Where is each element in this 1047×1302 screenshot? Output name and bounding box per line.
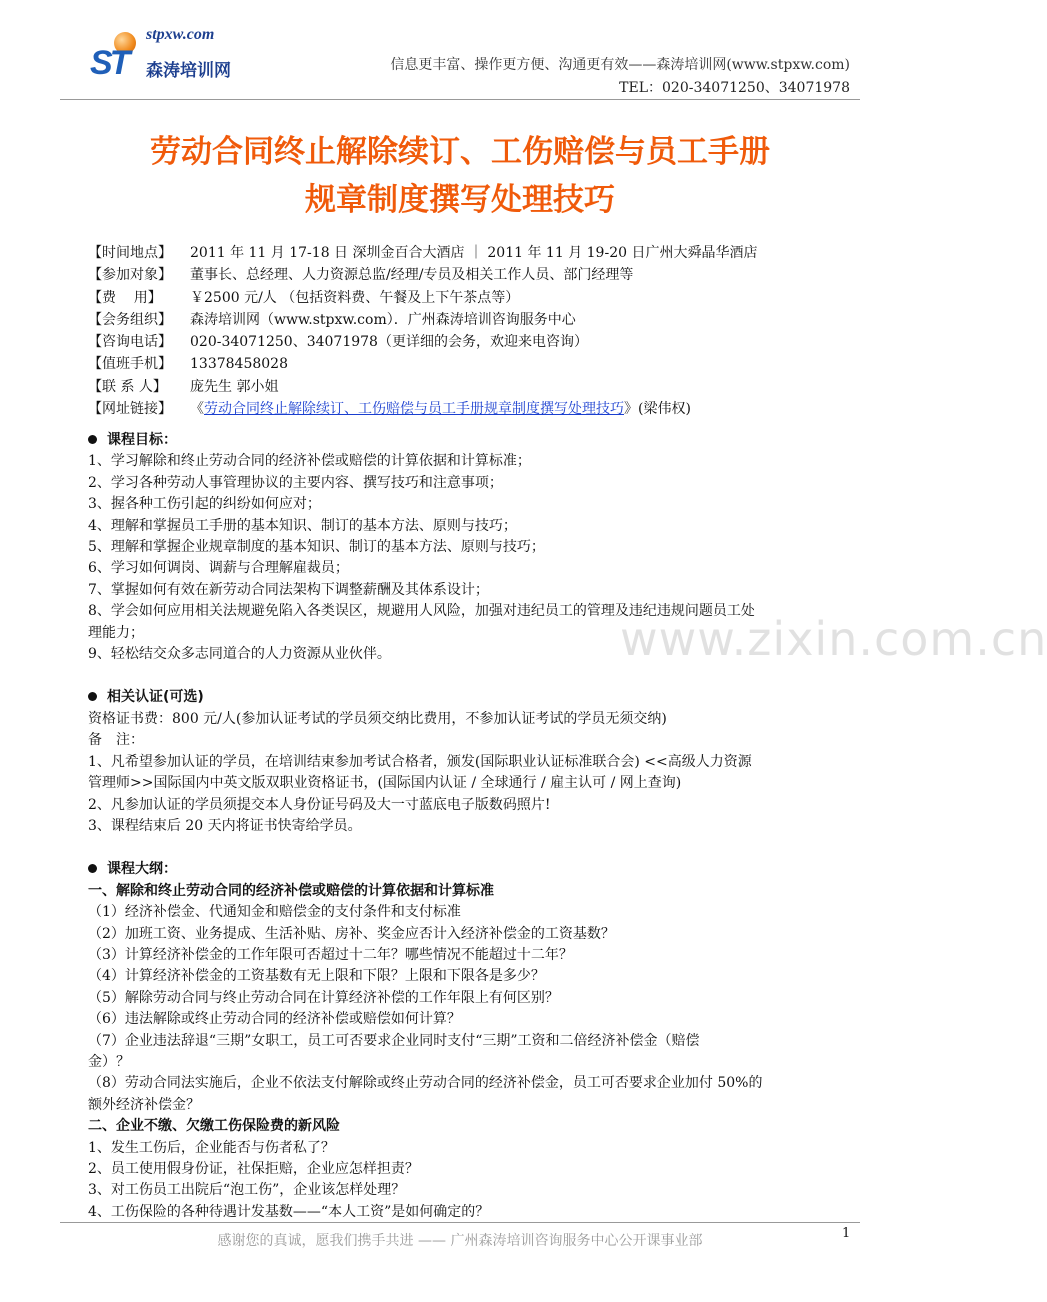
cert-line: 管理师>>国际国内中英文版双职业资格证书，(国际国内认证 / 全球通行 / 雇主认可 / 网上查询) [88, 775, 682, 792]
link-prefix: 《 [190, 401, 204, 418]
goals-heading [88, 430, 854, 451]
bullet-icon [88, 692, 97, 701]
info-row-link [88, 398, 868, 420]
cert-line: 备 注： [88, 732, 144, 749]
outline-item: （1）经济补偿金、代通知金和赔偿金的支付条件和支付标准 [88, 904, 461, 921]
header-divider [60, 99, 860, 100]
goal-item: 4、理解和掌握员工手册的基本知识、制订的基本方法、原则与技巧； [88, 517, 517, 534]
watermark: www.zixin.com.cn [620, 612, 1047, 666]
footer-text: 感谢您的真诚，愿我们携手共进 —— 广州森涛培训咨询服务中心公开课事业部 [217, 1233, 703, 1249]
info-label: 【参加对象】 [88, 267, 172, 284]
outline-item: （3）计算经济补偿金的工作年限可否超过十二年？哪些情况不能超过十二年？ [88, 946, 573, 963]
info-value [190, 398, 691, 420]
cert-heading-text: 相关认证(可选) [107, 689, 204, 706]
cert-heading [88, 687, 854, 708]
outline-item: 2、员工使用假身份证，社保拒赔，企业应怎样担责？ [88, 1161, 419, 1177]
info-value: ￥2500 元/人 （包括资料费、午餐及上下午茶点等） [190, 289, 520, 306]
info-label: 【咨询电话】 [88, 334, 172, 351]
info-value: 13378458028 [190, 356, 288, 373]
info-row-mobile [88, 353, 868, 375]
course-body [88, 430, 854, 1223]
cert-line: 1、凡希望参加认证的学员，在培训结束参加考试合格者，颁发(国际职业认证标准联合会) <<高级人力资源 [88, 753, 752, 770]
goal-item: 3、握各种工伤引起的纠纷如何应对； [88, 496, 321, 513]
info-value: 森涛培训网（www.stpxw.com）．广州森涛培训咨询服务中心 [190, 311, 576, 328]
page-title [60, 128, 860, 224]
link-suffix: 》(梁伟权) [624, 401, 691, 418]
goal-item: 7、掌握如何有效在新劳动合同法架构下调整薪酬及其体系设计； [88, 581, 489, 598]
info-label: 【时间地点】 [88, 245, 172, 261]
outline-item: （7）企业违法辞退“三期”女职工，员工可否要求企业同时支付“三期”工资和二倍经济补偿金（赔偿 [88, 1032, 700, 1049]
info-row-fee [88, 287, 868, 309]
outline-item: 金）？ [88, 1053, 130, 1070]
page-number: 1 [842, 1226, 851, 1241]
outline-item: （6）违法解除或终止劳动合同的经济补偿或赔偿如何计算？ [88, 1011, 461, 1028]
logo-url: stpxw.com [146, 26, 215, 43]
info-label: 【费 用】 [88, 289, 162, 306]
goal-item: 1、学习解除和终止劳动合同的经济补偿或赔偿的计算依据和计算标准； [88, 453, 531, 470]
title-line-1: 劳动合同终止解除续订、工伤赔偿与员工手册 [150, 134, 770, 170]
outline-item: （4）计算经济补偿金的工资基数有无上限和下限？上限和下限各是多少？ [88, 968, 545, 985]
info-label: 【联 系 人】 [88, 378, 167, 395]
info-row-phone [88, 331, 868, 353]
info-value: 庞先生 郭小姐 [190, 378, 279, 395]
info-label: 【值班手机】 [88, 356, 172, 373]
logo-mark: ST [90, 44, 128, 82]
goal-item: 2、学习各种劳动人事管理协议的主要内容、撰写技巧和注意事项； [88, 474, 503, 491]
outline-item: 4、工伤保险的各种待遇计发基数——“本人工资”是如何确定的？ [88, 1203, 490, 1220]
info-row-audience [88, 264, 868, 286]
title-line-2: 规章制度撰写处理技巧 [305, 182, 615, 218]
section-gap [88, 665, 854, 687]
outline-item: （8）劳动合同法实施后，企业不依法支付解除或终止劳动合同的经济补偿金，员工可否要求企业加付 50%的 [88, 1075, 763, 1092]
outline-part-1-title: 一、解除和终止劳动合同的经济补偿或赔偿的计算依据和计算标准 [88, 882, 494, 899]
outline-item: 额外经济补偿金？ [88, 1096, 200, 1113]
goal-item: 9、轻松结交众多志同道合的人力资源从业伙伴。 [88, 646, 391, 663]
cert-line: 3、课程结束后 20 天内将证书快寄给学员。 [88, 817, 362, 834]
goals-heading-text: 课程目标： [107, 432, 177, 448]
outline-part-2-title: 二、企业不缴、欠缴工伤保险费的新风险 [88, 1118, 340, 1135]
cert-line: 资格证书费：800 元/人(参加认证考试的学员须交纳比费用，不参加认证考试的学员无须交纳) [88, 710, 667, 727]
bullet-icon [88, 864, 97, 873]
info-row-contact [88, 376, 868, 398]
outline-item: 1、发生工伤后，企业能否与伤者私了？ [88, 1139, 335, 1156]
goal-item: 理能力； [88, 624, 144, 641]
outline-heading [88, 859, 854, 880]
info-label: 【会务组织】 [88, 311, 172, 328]
outline-item: 3、对工伤员工出院后“泡工伤”，企业该怎样处理？ [88, 1182, 406, 1199]
outline-item: （5）解除劳动合同与终止劳动合同在计算经济补偿的工作年限上有何区别？ [88, 989, 559, 1006]
outline-item: （2）加班工资、业务提成、生活补贴、房补、奖金应否计入经济补偿金的工资基数？ [88, 925, 615, 942]
course-info [88, 242, 868, 420]
info-label: 【网址链接】 [88, 401, 172, 418]
info-row-organizer [88, 309, 868, 331]
cert-line: 2、凡参加认证的学员须提交本人身份证号码及大一寸蓝底电子版数码照片! [88, 796, 551, 813]
site-logo[interactable] [88, 26, 248, 88]
info-value: 020-34071250、34071978（更详细的会务，欢迎来电咨询） [190, 334, 588, 351]
course-page-link[interactable]: 劳动合同终止解除续订、工伤赔偿与员工手册规章制度撰写处理技巧 [204, 401, 624, 418]
logo-name: 森涛培训网 [146, 61, 231, 81]
bullet-icon [88, 435, 97, 444]
footer-divider [60, 1222, 860, 1223]
outline-heading-text: 课程大纲： [107, 861, 177, 878]
info-value: 董事长、总经理、人力资源总监/经理/专员及相关工作人员、部门经理等 [190, 267, 634, 284]
goal-item: 6、学习如何调岗、调薪与合理解雇裁员； [88, 560, 349, 577]
section-gap [88, 837, 854, 859]
goal-item: 8、学会如何应用相关法规避免陷入各类误区，规避用人风险，加强对违纪员工的管理及违纪违规问题员工处 [88, 603, 755, 620]
info-row-time-place [88, 242, 868, 264]
goal-item: 5、理解和掌握企业规章制度的基本知识、制订的基本方法、原则与技巧； [88, 539, 545, 556]
header-tel: TEL：020-34071250、34071978 [619, 80, 850, 96]
header-tagline: 信息更丰富、操作更方便、沟通更有效——森涛培训网(www.stpxw.com) [390, 57, 850, 73]
info-value: 2011 年 11 月 17-18 日 深圳金百合大酒店 ｜ 2011 年 11 月 19-20 日广州大舜晶华酒店 [190, 245, 758, 261]
